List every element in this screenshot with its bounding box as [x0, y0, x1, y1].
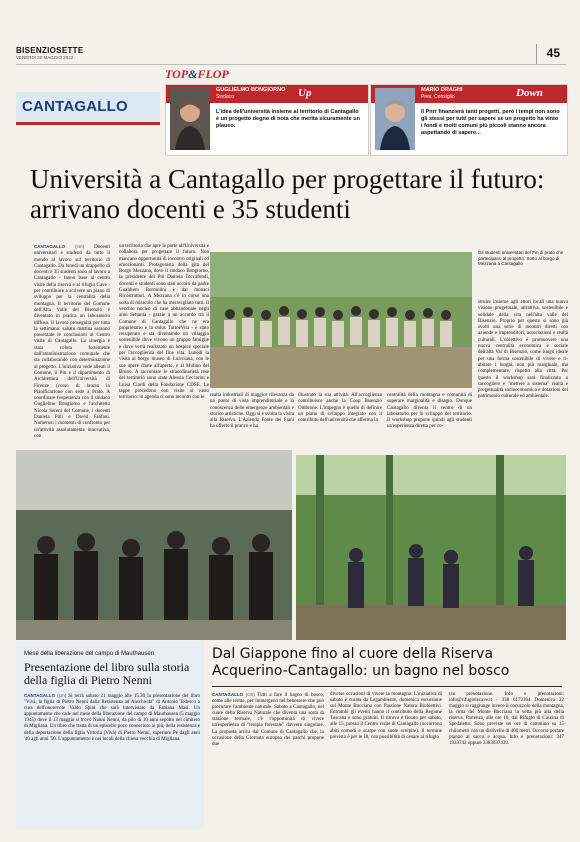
riserva-col-2: diverse occasioni di vivere la montagna. L'iniziativa di sabato è curata da Legambiente, domenica escursione sul Monte Bucciana con Passione Natura Biobiettivi. Entrambi gli eventi hanno il contributo della Regione Toscana e sono gratuiti. Il ritrovo è fissato per sabato, alle 15, presso il Centro visite di Cantagallo (occorrono abiti comodi e scarpe con suole scolpite). Il termine previsto è per le 18, con possibilità di cenare al rifugio [330, 692, 442, 740]
riserva-byline: CANTAGALLO [212, 692, 244, 697]
article-byline: CANTAGALLO [34, 244, 66, 249]
riserva-headline: Dal Giappone fino al cuore della Riserva Acquerino-Cantagallo: un bagno nel bosco [212, 646, 510, 679]
bongiorno-photo [170, 88, 210, 150]
riserva-col-1 [212, 692, 324, 748]
top-person-name: GUGLIELMO BONGIORNO [216, 87, 286, 93]
flop-text: Il Pnrr finanzierà tanti progetti, però i tempi non sono gli stessi per tutti per sapere se un progetto ha vinto i fondi e molti comuni più piccoli stanno ancora aspettando di sapere... [421, 109, 560, 136]
students-group-photo [210, 252, 472, 388]
up-label: Up [298, 87, 312, 99]
forest-walk-photo [296, 455, 566, 640]
nenni-byline-note: (cm) [57, 693, 67, 698]
section-title: CANTAGALLO [22, 98, 128, 115]
flop-person-role: Pres. Consiglio [421, 94, 455, 100]
riserva-rule [212, 686, 562, 687]
riserva-col-1-text: Tutti a fare il bagno di bosco, come alle terme, per immergersi nel benessere che può procurare l'ambiente naturale. Sabato a Cantagallo, nel cuore della Riserva Naturale che diventa una sorta di stazione termale, c'è l'opportunità di vivere un'esperienza di "terapia forestale" davvero singolare. La proposta arriva dal Comune di Cantagallo che, in occasione della Giornata europea dei parchi propone due [212, 693, 324, 747]
flop-person-name: MARIO DRAGHI [421, 87, 463, 93]
top-box [165, 84, 369, 156]
article-col-6: struire insieme agli attori locali una nuova visione progettuale, attrattiva, sostenibile e solidale della vita nell'alta valle del Bisenzio. Proprio per questo si sono già svolti una serie di incontri diretti con aziende e imprenditori, associazioni e realtà culturali. L'obiettivo è promuovere una nuova centralità economica e sociale dell'alta Val di Bisenzio, come luogo ideale per una forma sostenibile di vivere e ri-abitare i luoghi, non più marginale, ma complementare, rispetto alla città. Per questo il workshop sarà finalizzato a raccogliere e "mettere a sistema" realtà e progettualità socioeconomica e dotazioni del patrimonio culturale ed ambientale. [478, 300, 568, 400]
page-divider [536, 44, 537, 64]
masthead-name: BISENZIOSETTE [16, 46, 84, 55]
flop-box [370, 84, 568, 156]
article-col-3: realtà industriali di maggior rilevanza da un punto di vista imprenditoriale e la conoscenza delle emergenze ambientali e storico artistiche. Oggi si è svolta la visita alla Riserva. L'Azienda Fonte dei Fiani ha offerto il pranzo e ha [210, 393, 294, 430]
top-text: L'idea dell'università insieme al territorio di Cantagallo è un progetto degno di nota che merita sicuramente un plauso. [216, 109, 360, 129]
mezzana-visit-photo [16, 450, 292, 640]
masthead-date: VENERDI 20 MAGGIO 2022 [16, 55, 74, 60]
article-headline: Università a Cantagallo per progettare il futuro: arrivano docenti e 35 studenti [30, 164, 545, 224]
topflop-badge: TOP&FLOP [165, 67, 229, 81]
section-tab [16, 92, 160, 125]
article-col-1-text: Docenti universitari e studenti da tutto il mondo al lavoro sul territorio di Cantagallo. Da lunedì un drappello di docenti e 35 studenti sono al lavoro a Cantagallo - fanno base al centro visite della riserva e al rifugio Cave - per contribuire a scrivere un piano di sviluppo per la centralità della montagna. Il territorio del Comune dell'Alta Valle del Bisenzio è diventato in pratica un laboratorio diffuso. Il lavoro proseguirà per tutta la settimana: sabato mattina saranno presentate le conclusioni al Centro visite di Cantagallo. La sinergia è stata voluta fortemente dall'amministrazione comunale che sta collaborando con determinazione al progetto. L'iniziativa vede alleati il Comune, il Pin e il dipartimento di Architettura dell'Università di Firenze (corso di laurea in Pianificazione con sede a Prato. A coordinare l'esperienza con il sindaco Guglielmo Bongiorno e l'architetto Nicola Sereni del Comune, i docenti Daniela Poli e David Fanfani. Numerosi i momenti di confronto per un'attività assolutamente innovativa, con [34, 245, 110, 439]
article-byline-note: (cm) [75, 244, 85, 249]
nenni-body-text: Si terrà sabato 21 maggio alle 15.30 la presentazione del libro "Vivà, la figlia di Pietro Nenni dalla Resistenza ad Auschwitz" di Antonio Tedesco a cura dell'onorevole Valdo Spini che sarà intervistato da Fabiana Masi. Un appuntamento che cade nel mese della liberazione del campo di Mauthausen (5 maggio 1945) dove il 13 maggio si trovò Nanni Nenni, da pilo di 10 anni sepolto nel cimitero di Migliana. Un libro che tratta di un episodio poco conosciuto ai più, della resistenza e della deportazione della figlia Vittoria (Vivà) di Pietro Nenni, superiore Pé dagli anni '40 agli anni '50. L'appuntamento è nei locali della chiesa vecchia di Migliana. [24, 694, 201, 742]
article-col-1 [34, 244, 110, 440]
header-rule [16, 64, 566, 65]
down-label: Down [516, 87, 543, 99]
page-number: 45 [546, 46, 560, 60]
article-col-5: centralità della montagna e comunità di superare marginalità e disagio. Dunque Cantagallo diventa il centro di un laboratorio per lo sviluppo del territorio. Il workshop propone quindi agli studenti un'esperienza diretta per co- [387, 393, 472, 430]
draghi-photo [375, 88, 415, 150]
nenni-kicker: Mese della liberazione del campo di Mauthausen [24, 651, 155, 657]
article-col-4: illustrato la sua attività. All'accoglienza contribuisce anche la Coop Bisenzio Ombrone. L'impegno è quello di definire un piano di sviluppo integrato con il contributo dell'università che afferma la [298, 393, 382, 424]
nenni-byline: CANTAGALLO [24, 693, 56, 698]
nenni-body [24, 693, 200, 743]
riserva-byline-note: (cm) [245, 692, 255, 697]
photo-caption: Gli studenti universitari del Pin di prato che partecipano al progetto. Sotto al borgo di Mezzana a Cantagallo [478, 250, 564, 266]
nenni-sidebar [16, 641, 204, 829]
riserva-col-3: (su prenotazione. Info e prenotazioni: info@rifugiolecave.it - 338 6172364 Domenica 22 maggio si raggiunge invece il cocuzzolo della montagna, la cima del Monte Bucciana la vetta più alta della riserva. Partenza, alle ore 10, dal Rifugio di Cascina di Spedaletto. Sono previste sei ore di cammino su 15 chilometri con un dislivello di 400 metri. Occorre portare pranzo al sacco e acqua. Info e prenotazioni: 347 1933742 oppure 3383037439. [449, 692, 564, 746]
article-col-2: un territorio che apre le porte all'Università e collabora per progettare il futuro. Non mancano opportunità di incontro originali ed emozionanti. Protagonista della gita del Borgo Mezzana, dove il sindaco Bongiorno, la presidente del Pin Daniela Toccafondi, docenti e studenti sono stati accolti da padre Gualdiero Bormolini e dai monaci Ricostruttori. A Mezzana c'è in corso una sorta di miracolo che ha meravigliato tutti. Il vecchio nucleo di case abbandonate negli anni Settanta - grazie a un accordo tra il Comune di Cantagallo che ne era proprietario e la onlus TuttoèVita - è stato recuperato e sta diventando un villaggio sostenibile dove vivono un gruppo famiglie e dove verrà realizzato un hospice speciale per l'accoglienza del fine vita. Lunedì la visita al borgo museo di Luicciana, con le sue opere d'arte all'aperto, e al Mulino del Bruno. A raccontare le straordinarietà rese del territorio sono state Alessia Ceccarini e Luisa Ciardi della Fondazione CDSE. Le tappe procedono con visite al vasto territorio: in agenda ci sono incontri con le [119, 244, 209, 401]
top-person-role: Sindaco [216, 94, 235, 100]
nenni-title: Presentazione del libro sulla storia della figlia di Pietro Nenni [24, 660, 190, 687]
